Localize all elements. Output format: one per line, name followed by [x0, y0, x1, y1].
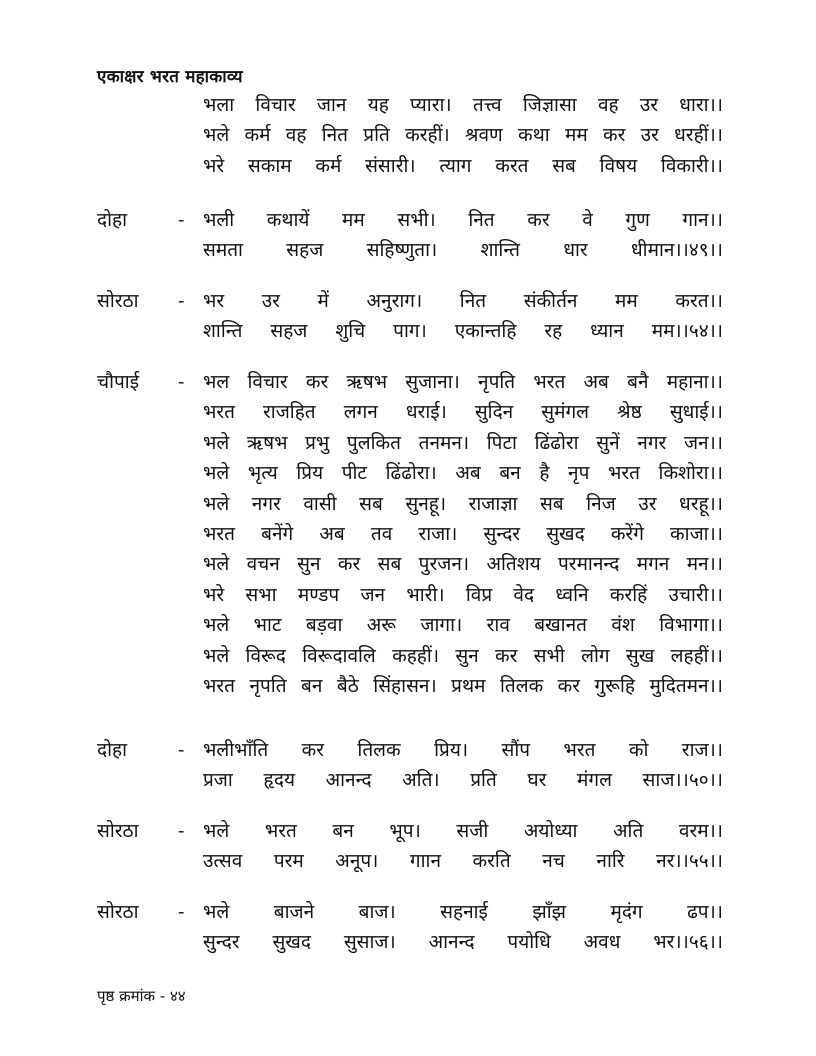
- verse-line: भलीभाँति कर तिलक प्रिय। सौंप भरत को राज।।: [203, 739, 723, 761]
- verse-line: शान्ति सहज शुचि पाग। एकान्तहि रह ध्यान मम।।५४।।: [203, 320, 723, 343]
- verse-line: भरत नृपति बन बैठे सिंहासन। प्रथम तिलक कर गुरूहि मुदितमन।।: [203, 674, 723, 697]
- meter-label: सोरठा: [97, 901, 139, 923]
- verse-line: भरे सभा मण्डप जन भारी। विप्र वेद ध्वनि करहिं उचारी।।: [203, 583, 723, 606]
- verse-line: भले ऋषभ प्रभु पुलकित तनमन। पिटा ढिंढोरा सुनें नगर जन।।: [203, 431, 723, 454]
- label-dash: -: [178, 739, 185, 761]
- label-dash: -: [178, 371, 185, 393]
- meter-label: दोहा: [97, 739, 128, 761]
- verse-line: भर उर में अनुराग। नित संकीर्तन मम करत।।: [203, 290, 723, 312]
- verse-line: भरे सकाम कर्म संसारी। त्याग करत सब विषय विकारी।।: [203, 154, 723, 177]
- verse-line: उत्सव परम अनूप। गाान करति नच नारि नर।।५५।।: [203, 850, 723, 873]
- meter-label: सोरठा: [97, 290, 139, 312]
- label-dash: -: [178, 209, 185, 231]
- verse-line: भला विचार जान यह प्यारा। तत्त्व जिज्ञासा वह उर धारा।।: [203, 94, 723, 116]
- meter-label: सोरठा: [97, 820, 139, 842]
- verse-line: भले वचन सुन कर सब पुरजन। अतिशय परमानन्द मगन मन।।: [203, 553, 723, 576]
- label-dash: -: [178, 820, 185, 842]
- page-number: पृष्ठ क्रमांक - ४४: [97, 987, 186, 1005]
- label-dash: -: [178, 290, 185, 312]
- meter-label: चौपाई: [97, 371, 140, 393]
- verse-lines: [203, 816, 723, 877]
- verse-line: भले कर्म वह नित प्रति करहीं। श्रवण कथा मम कर उर धरहीं।।: [203, 124, 723, 147]
- verse-lines: [203, 90, 723, 181]
- verse-line: भल विचार कर ऋषभ सुजाना। नृपति भरत अब बनै महाना।।: [203, 371, 723, 393]
- label-dash: -: [178, 901, 185, 923]
- verse-lines: [203, 897, 723, 958]
- verse-line: भले नगर वासी सब सुनहू। राजाज्ञा सब निज उर धरहू।।: [203, 492, 723, 515]
- verse-line: भरत राजहित लगन धराई। सुदिन सुमंगल श्रेष्ठ सुधाई।।: [203, 401, 723, 424]
- verse-line: भले भरत बन भूप। सजी अयोध्या अति वरम।।: [203, 820, 723, 842]
- verse-lines: [203, 205, 723, 266]
- meter-label: दोहा: [97, 209, 128, 231]
- verse-line: भले बाजने बाज। सहनाई झाँझ मृदंग ढप।।: [203, 901, 723, 923]
- verse-line: सुन्दर सुखद सुसाज। आनन्द पयोधि अवध भर।।५६।।: [203, 931, 723, 954]
- verse-line: प्रजा हृदय आनन्द अति। प्रति घर मंगल साज।।५०।।: [203, 769, 723, 792]
- running-header: एकाक्षर भरत महाकाव्य: [97, 67, 243, 87]
- verse-line: भले भाट बड़वा अरू जागा। राव बखानत वंश विभागा।।: [203, 614, 723, 637]
- verse-lines: [203, 735, 723, 796]
- verse-lines: [203, 286, 723, 347]
- verse-lines: [203, 367, 723, 701]
- verse-line: समता सहज सहिष्णुता। शान्ति धार धीमान।।४९।।: [203, 239, 723, 262]
- verse-line: भले भृत्य प्रिय पीट ढिंढोरा। अब बन है नृप भरत किशोरा।।: [203, 462, 723, 485]
- verse-line: भली कथायें मम सभी। नित कर वे गुण गान।।: [203, 209, 723, 231]
- verse-line: भले विरूद विरूदावलि कहहीं। सुन कर सभी लोग सुख लहहीं।।: [203, 644, 723, 667]
- verse-line: भरत बनेंगे अब तव राजा। सुन्दर सुखद करेंगे काजा।।: [203, 522, 723, 545]
